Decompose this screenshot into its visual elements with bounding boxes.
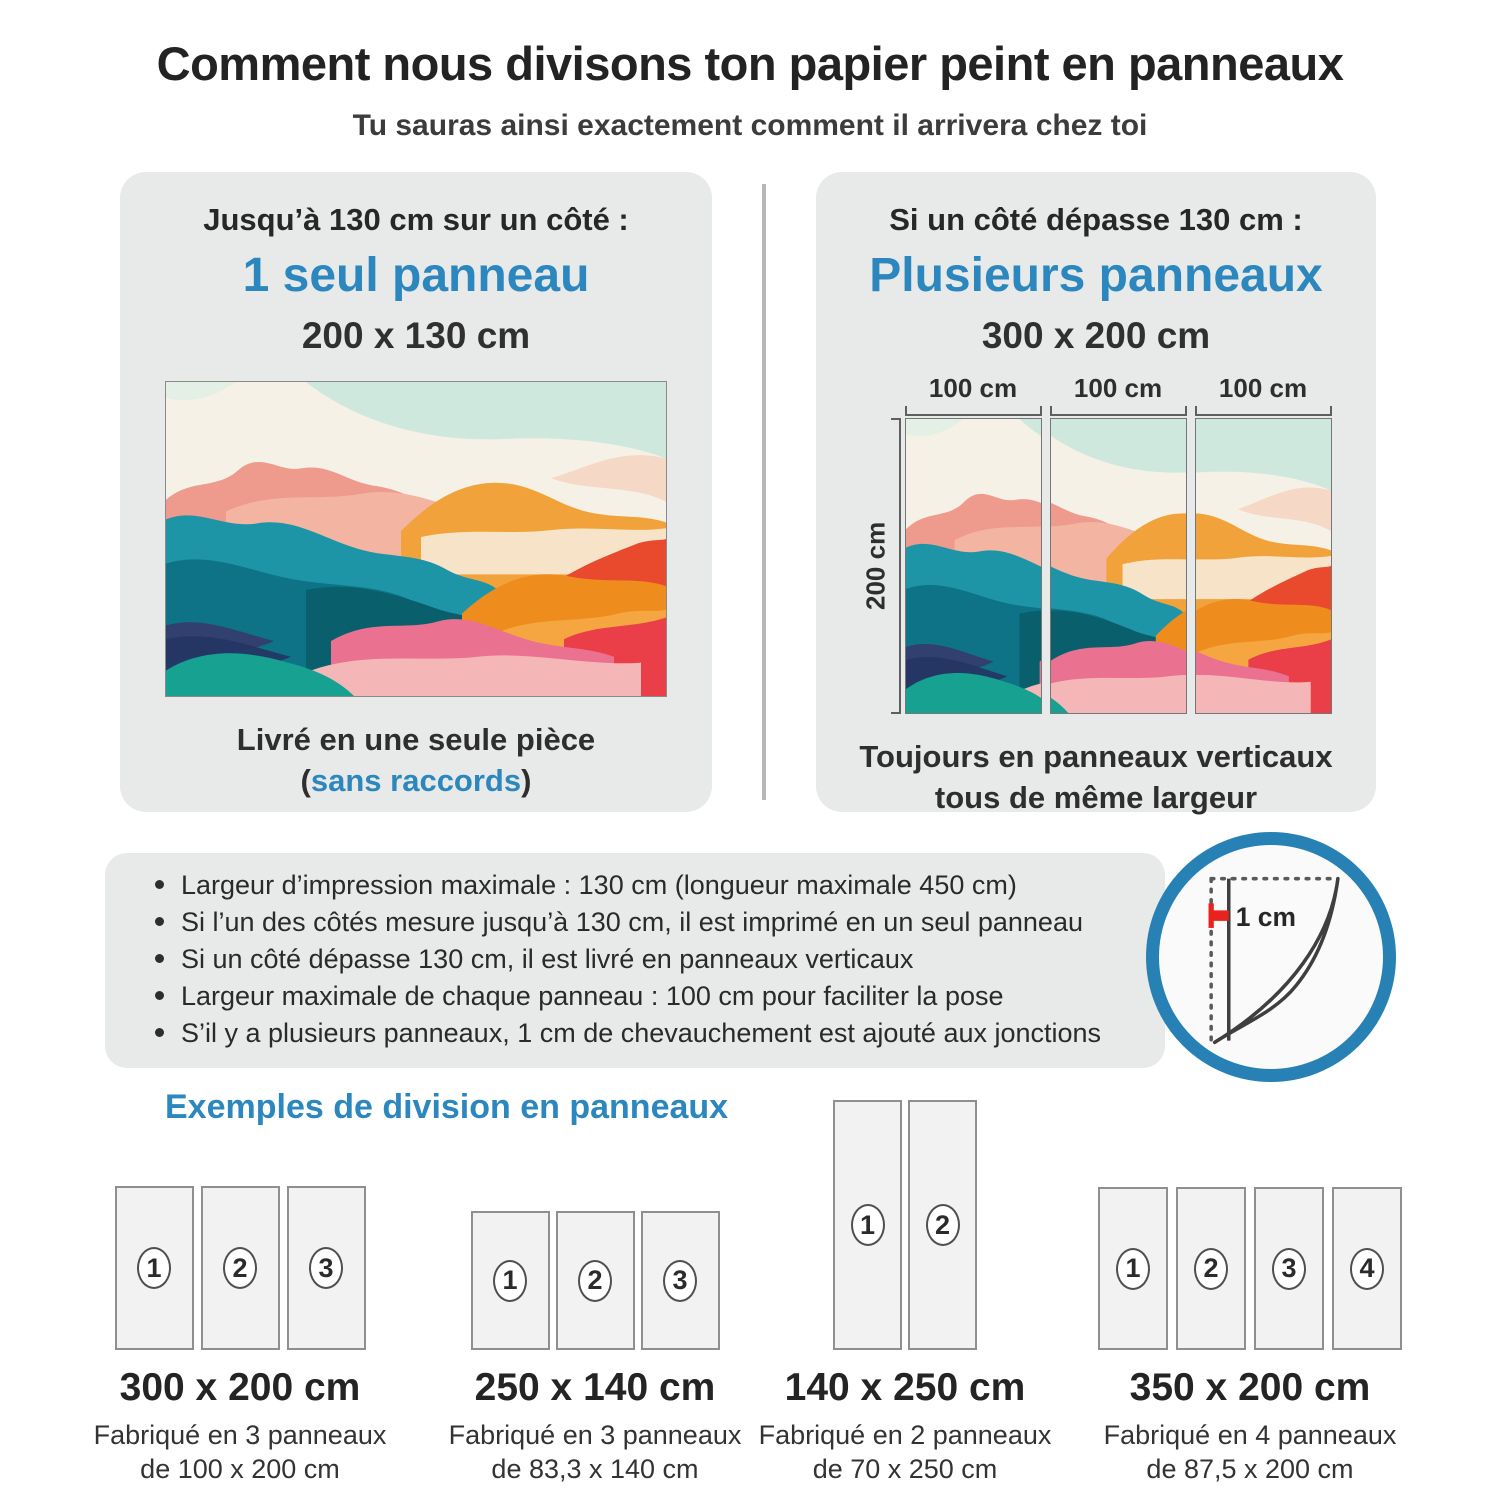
panel-diagram <box>735 1100 1075 1350</box>
dimension-bracket-top <box>1195 406 1332 416</box>
example-desc-line1: Fabriqué en 3 panneaux <box>93 1420 387 1450</box>
note-item: Si l’un des côtés mesure jusqu’à 130 cm, il est imprimé en un seul panneau <box>153 907 1141 937</box>
example-size: 140 x 250 cm <box>784 1366 1026 1409</box>
example-desc-line1: Fabriqué en 3 panneaux <box>448 1420 742 1450</box>
panel-number-badge: 1 <box>851 1204 885 1246</box>
dimension-bracket-top <box>1050 406 1187 416</box>
height-label: 200 cm <box>860 521 890 611</box>
cards-divider <box>762 184 766 800</box>
panel-number-badge: 4 <box>1350 1248 1384 1290</box>
note-item: Largeur maximale de chaque panneau : 100 cm pour faciliter la pose <box>153 981 1141 1011</box>
example-panel <box>1254 1187 1324 1350</box>
wallpaper-artwork-slice-1 <box>906 419 1041 713</box>
example-desc-line1: Fabriqué en 2 panneaux <box>758 1420 1052 1450</box>
wallpaper-panel-2 <box>1050 418 1187 714</box>
example-desc-line1: Fabriqué en 4 panneaux <box>1103 1420 1397 1450</box>
example-column-2 <box>425 1100 765 1486</box>
panel-number-badge: 1 <box>137 1247 171 1289</box>
panel-number-badge: 3 <box>1272 1248 1306 1290</box>
single-card-caption <box>120 719 712 801</box>
width-label: 100 cm <box>1218 373 1308 403</box>
wallpaper-preview-single <box>165 381 667 697</box>
example-desc <box>735 1418 1075 1486</box>
panel-number-badge: 3 <box>309 1247 343 1289</box>
page-subtitle: Tu sauras ainsi exactement comment il arrivera chez toi <box>352 109 1148 142</box>
example-panel <box>908 1100 977 1350</box>
width-label: 100 cm <box>1073 373 1163 403</box>
measured-image-row <box>861 418 1332 714</box>
notes-list <box>153 870 1141 1048</box>
single-card-size: 200 x 130 cm <box>301 315 531 356</box>
multi-caption-line1: Toujours en panneaux verticaux <box>859 739 1333 774</box>
overlap-label: 1 cm <box>1235 902 1296 933</box>
wallpaper-artwork <box>166 382 666 696</box>
page-header <box>0 36 1500 143</box>
example-column-4 <box>1080 1100 1420 1486</box>
paren-open: ( <box>300 763 311 798</box>
panel-number-badge: 2 <box>223 1247 257 1289</box>
overlap-illustration <box>1146 832 1396 1082</box>
panel-number-badge: 2 <box>926 1204 960 1246</box>
note-item: S’il y a plusieurs panneaux, 1 cm de chevauchement est ajouté aux jonctions <box>153 1018 1141 1048</box>
example-panel <box>201 1186 280 1350</box>
multi-card-size: 300 x 200 cm <box>981 315 1211 356</box>
wallpaper-preview-panels <box>905 418 1332 714</box>
example-desc <box>425 1418 765 1486</box>
multi-panel-card-header <box>816 172 1376 357</box>
example-desc-line2: de 87,5 x 200 cm <box>1146 1454 1354 1484</box>
example-panel <box>471 1211 550 1350</box>
single-caption-highlight: sans raccords <box>310 763 522 798</box>
wallpaper-panel-3 <box>1195 418 1332 714</box>
panel-number-badge: 1 <box>1116 1248 1150 1290</box>
single-card-condition: Jusqu’à 130 cm sur un côté : <box>203 202 629 237</box>
example-panel <box>833 1100 902 1350</box>
wallpaper-artwork-slice-2 <box>1051 419 1186 713</box>
single-panel-card <box>120 172 712 812</box>
note-item: Largeur d’impression maximale : 130 cm (longueur maximale 450 cm) <box>153 870 1141 900</box>
multi-panel-card <box>816 172 1376 815</box>
multi-card-result: Plusieurs panneaux <box>869 249 1323 302</box>
page-title: Comment nous divisons ton papier peint en panneaux <box>156 37 1344 90</box>
example-desc <box>1080 1418 1420 1486</box>
examples-heading: Exemples de division en panneaux <box>165 1088 729 1126</box>
example-size: 250 x 140 cm <box>474 1366 716 1409</box>
example-size: 300 x 200 cm <box>119 1366 361 1409</box>
example-panel <box>641 1211 720 1350</box>
width-brackets-row <box>905 406 1332 416</box>
panel-diagram <box>70 1100 410 1350</box>
panel-diagram <box>425 1100 765 1350</box>
panel-diagram <box>1080 1100 1420 1350</box>
example-column-3 <box>735 1100 1075 1486</box>
explanation-cards <box>120 172 1380 815</box>
overlap-diagram <box>1183 864 1359 1050</box>
single-panel-card-header <box>120 172 712 357</box>
single-caption-line1: Livré en une seule pièce <box>236 722 596 757</box>
multi-card-caption <box>816 736 1376 818</box>
example-panel <box>1176 1187 1246 1350</box>
note-item: Si un côté dépasse 130 cm, il est livré en panneaux verticaux <box>153 944 1141 974</box>
example-desc <box>70 1418 410 1486</box>
example-panel <box>1098 1187 1168 1350</box>
multi-card-condition: Si un côté dépasse 130 cm : <box>889 202 1303 237</box>
example-panel <box>556 1211 635 1350</box>
paren-close: ) <box>521 763 532 798</box>
example-panel <box>1332 1187 1402 1350</box>
multi-caption-line2: tous de même largeur <box>934 780 1258 815</box>
width-labels-row <box>905 373 1332 404</box>
panel-number-badge: 3 <box>663 1260 697 1302</box>
example-size: 350 x 200 cm <box>1129 1366 1371 1409</box>
example-desc-line2: de 70 x 250 cm <box>812 1454 998 1484</box>
panel-number-badge: 2 <box>1194 1248 1228 1290</box>
width-label: 100 cm <box>928 373 1018 403</box>
example-desc-line2: de 100 x 200 cm <box>140 1454 340 1484</box>
example-column-1 <box>70 1100 410 1486</box>
panel-measurements <box>861 373 1332 714</box>
wallpaper-panel-1 <box>905 418 1042 714</box>
single-card-result: 1 seul panneau <box>242 249 590 302</box>
panel-number-badge: 1 <box>493 1260 527 1302</box>
example-desc-line2: de 83,3 x 140 cm <box>491 1454 699 1484</box>
example-panel <box>115 1186 194 1350</box>
notes-box <box>105 853 1165 1068</box>
dimension-bracket-top <box>905 406 1042 416</box>
panel-number-badge: 2 <box>578 1260 612 1302</box>
wallpaper-artwork-slice-3 <box>1196 419 1331 713</box>
example-panel <box>287 1186 366 1350</box>
dimension-bracket-side <box>891 418 901 714</box>
